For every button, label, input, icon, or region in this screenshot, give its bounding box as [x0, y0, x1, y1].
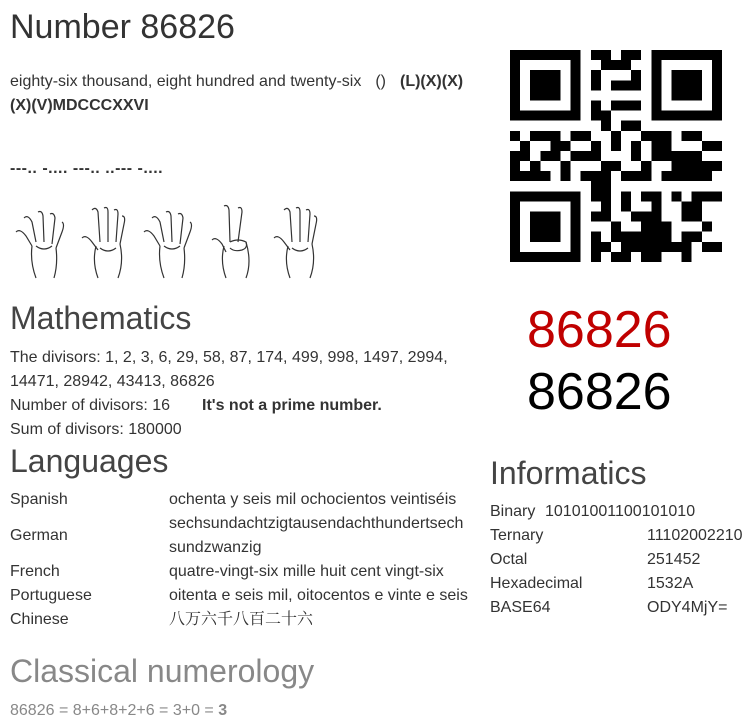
- language-row: [10, 488, 480, 512]
- language-text: 八万六千八百二十六: [169, 611, 314, 628]
- language-text: ochenta y seis mil ochocientos veintiséis: [169, 491, 457, 508]
- numerology-result: 3: [218, 702, 228, 719]
- mathematics-heading: Mathematics: [10, 300, 192, 336]
- languages-heading: Languages: [10, 443, 169, 479]
- language-text: sechsundachtzigtausendachthundertsechsundzwanzig: [169, 515, 464, 556]
- hand-sign-icon: [202, 202, 260, 280]
- english-words: eighty-six thousand, eight hundred and twenty-six: [10, 73, 362, 90]
- info-value: 251452: [647, 551, 701, 568]
- hand-sign-icon: [266, 202, 324, 280]
- number-display-red: 86826: [527, 301, 672, 359]
- language-name: French: [10, 563, 60, 580]
- number-in-words: [10, 70, 480, 118]
- number-display-black: 86826: [527, 363, 672, 421]
- hand-sign-icon: [138, 202, 196, 280]
- language-row: [10, 608, 480, 632]
- binary-value: 10101001100101010: [545, 503, 696, 520]
- numerology-formula: [10, 699, 227, 723]
- info-value: ODY4MjY=: [647, 599, 728, 616]
- language-text: oitenta e seis mil, oitocentos e vinte e seis: [169, 587, 468, 604]
- divisors-list: [10, 346, 480, 394]
- language-row: [10, 560, 480, 584]
- number-of-divisors: Number of divisors: 16: [10, 397, 171, 414]
- info-row: [490, 572, 750, 596]
- language-row: [10, 512, 480, 560]
- hand-sign-icon: [10, 202, 68, 280]
- language-row: [10, 584, 480, 608]
- info-label: Octal: [490, 551, 528, 568]
- hand-sign-icon: [74, 202, 132, 280]
- roman-numeral-part1: (L)(X)(X): [399, 73, 464, 90]
- language-name: Portuguese: [10, 587, 92, 604]
- divisors-line: The divisors: 1, 2, 3, 6, 29, 58, 87, 174, 499, 998, 1497, 2994,: [10, 349, 448, 366]
- prime-note: It's not a prime number.: [202, 397, 382, 414]
- binary-label: Binary: [490, 503, 536, 520]
- language-name: Spanish: [10, 491, 68, 508]
- morse-code: ---.. -.... ---.. ..--- -....: [10, 160, 164, 177]
- sign-language-hands: [10, 202, 324, 280]
- info-value: 11102002210: [647, 527, 743, 544]
- paren: (): [375, 73, 386, 90]
- language-text: quatre-vingt-six mille huit cent vingt-six: [169, 563, 444, 580]
- sum-of-divisors: Sum of divisors: 180000: [10, 421, 182, 438]
- roman-numeral-part2: (X)(V)MDCCCXXVI: [10, 97, 149, 114]
- informatics-heading: Informatics: [490, 455, 647, 491]
- info-label: Hexadecimal: [490, 575, 583, 592]
- numerology-expression: 86826 = 8+6+8+2+6 = 3+0 =: [10, 702, 219, 719]
- divisors-line: 14471, 28942, 43413, 86826: [10, 373, 215, 390]
- info-row: [490, 524, 750, 548]
- info-label: BASE64: [490, 599, 551, 616]
- binary-row: [490, 500, 750, 524]
- page-title: Number 86826: [10, 8, 235, 46]
- info-value: 1532A: [647, 575, 694, 592]
- qr-code-icon: [510, 50, 722, 267]
- language-name: German: [10, 527, 68, 544]
- language-name: Chinese: [10, 611, 69, 628]
- info-label: Ternary: [490, 527, 544, 544]
- numerology-heading: Classical numerology: [10, 653, 315, 689]
- info-row: [490, 548, 750, 572]
- info-row: [490, 596, 750, 620]
